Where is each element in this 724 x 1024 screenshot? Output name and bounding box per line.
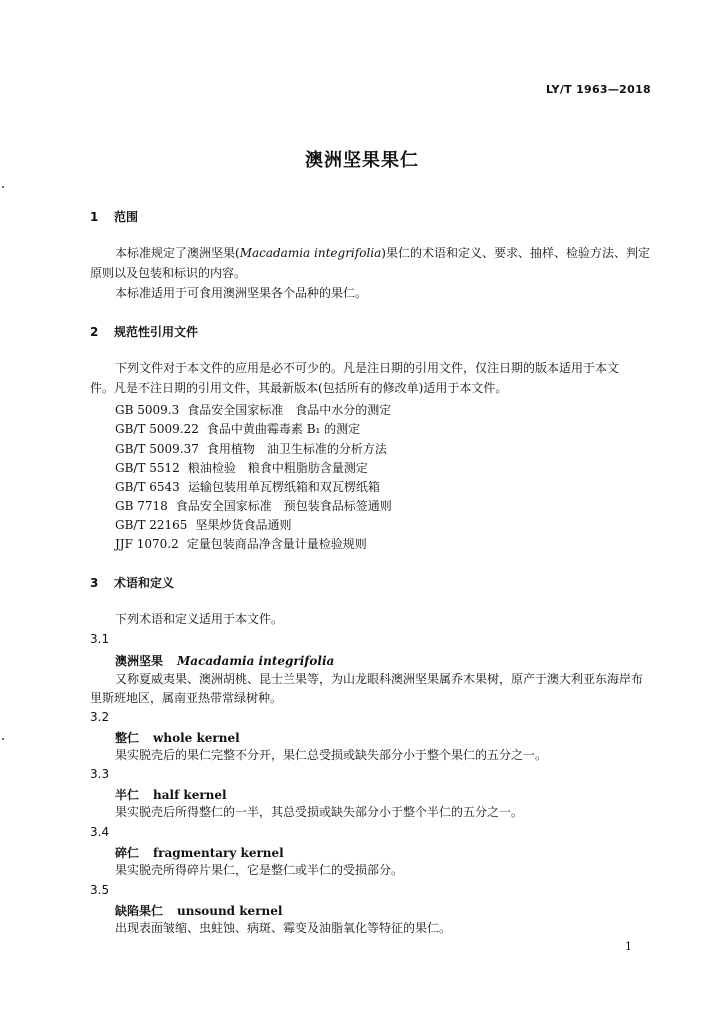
section-title: 规范性引用文件 xyxy=(114,325,199,339)
clause-number: 3.2 xyxy=(90,710,110,724)
term-chinese: 缺陷果仁 xyxy=(115,904,164,918)
term-english: fragmentary kernel xyxy=(153,846,284,860)
reference-code: GB 7718 xyxy=(115,499,168,513)
scientific-name: Macadamia integrifolia xyxy=(239,246,382,260)
section-title: 术语和定义 xyxy=(114,576,175,590)
section-number: 2 xyxy=(90,325,99,339)
reference-title: 食品安全国家标准 预包装食品标签通则 xyxy=(175,499,392,513)
reference-title: 定量包装商品净含量计量检验规则 xyxy=(186,537,367,551)
references-intro-line: 下列文件对于本文件的应用是必不可少的。凡是注日期的引用文件，仅注日期的版本适用于本文 xyxy=(115,361,620,375)
reference-code: GB 5009.3 xyxy=(115,403,180,417)
term-heading xyxy=(115,652,334,669)
term-chinese: 澳洲坚果 xyxy=(115,654,164,668)
reference-code: GB/T 5512 xyxy=(115,461,180,475)
section-1-heading xyxy=(90,208,138,225)
term-chinese: 整仁 xyxy=(115,731,140,745)
reference-item xyxy=(115,420,360,437)
reference-title: 运输包装用单瓦楞纸箱和双瓦楞纸箱 xyxy=(187,480,380,494)
term-english: unsound kernel xyxy=(177,904,283,918)
term-chinese: 碎仁 xyxy=(115,846,140,860)
term-heading xyxy=(115,786,227,803)
reference-title: 粮油检验 粮食中粗脂肪含量测定 xyxy=(187,461,368,475)
reference-code: GB/T 5009.37 xyxy=(115,442,199,456)
reference-item xyxy=(115,535,367,552)
scope-paragraph-line: 本标准规定了澳洲坚果(Macadamia integrifolia)果仁的术语和定义、要求、抽样、检验方法、判定 xyxy=(115,246,650,260)
reference-item xyxy=(115,459,368,476)
section-3-heading xyxy=(90,574,174,591)
scope-applicability: 本标准适用于可食用澳洲坚果各个品种的果仁。 xyxy=(115,286,368,300)
reference-code: GB/T 22165 xyxy=(115,518,188,532)
term-heading xyxy=(115,729,240,746)
term-english: half kernel xyxy=(153,788,227,802)
reference-code: GB/T 5009.22 xyxy=(115,422,199,436)
reference-title: 坚果炒货食品通则 xyxy=(195,518,292,532)
term-english: whole kernel xyxy=(153,731,240,745)
term-definition-line: 又称夏威夷果、澳洲胡桃、昆士兰果等，为山龙眼科澳洲坚果属乔木果树，原产于澳大利亚东海岸布 xyxy=(115,672,644,686)
term-english: Macadamia integrifolia xyxy=(177,654,335,668)
term-definition-line: 果实脱壳后所得整仁的一半，其总受损或缺失部分小于整个半仁的五分之一。 xyxy=(115,805,524,819)
scan-mark xyxy=(2,738,4,740)
term-heading xyxy=(115,902,282,919)
section-title: 范围 xyxy=(114,210,139,224)
reference-item xyxy=(115,478,380,495)
term-definition-line: 果实脱壳后的果仁完整不分开，果仁总受损或缺失部分小于整个果仁的五分之一。 xyxy=(115,748,548,762)
term-heading xyxy=(115,844,284,861)
reference-title: 食用植物 油卫生标准的分析方法 xyxy=(206,442,387,456)
section-number: 3 xyxy=(90,576,99,590)
reference-code: GB/T 6543 xyxy=(115,480,180,494)
reference-title: 食品中黄曲霉毒素 B₁ 的测定 xyxy=(206,422,361,436)
reference-item xyxy=(115,497,392,514)
section-2-heading xyxy=(90,323,198,340)
reference-item xyxy=(115,516,291,533)
references-intro-line: 件。凡是不注日期的引用文件，其最新版本(包括所有的修改单)适用于本文件。 xyxy=(90,381,508,395)
clause-number: 3.1 xyxy=(90,632,110,646)
clause-number: 3.4 xyxy=(90,825,110,839)
page-number: 1 xyxy=(625,940,632,953)
scan-mark xyxy=(2,186,4,188)
document-title: 澳洲坚果果仁 xyxy=(305,150,419,171)
scope-paragraph-line: 原则以及包装和标识的内容。 xyxy=(90,266,247,280)
clause-number: 3.5 xyxy=(90,883,110,897)
clause-number: 3.3 xyxy=(90,767,110,781)
standard-code: LY/T 1963—2018 xyxy=(545,83,651,96)
terms-intro: 下列术语和定义适用于本文件。 xyxy=(115,612,284,626)
term-chinese: 半仁 xyxy=(115,788,140,802)
term-definition-line: 出现表面皱缩、虫蛀蚀、病斑、霉变及油脂氧化等特征的果仁。 xyxy=(115,921,452,935)
reference-item xyxy=(115,440,387,457)
term-definition-line: 里斯班地区，属南亚热带常绿树种。 xyxy=(90,691,283,705)
reference-item xyxy=(115,401,391,418)
section-number: 1 xyxy=(90,210,99,224)
reference-title: 食品安全国家标准 食品中水分的测定 xyxy=(187,403,392,417)
term-definition-line: 果实脱壳所得碎片果仁，它是整仁或半仁的受损部分。 xyxy=(115,863,404,877)
reference-code: JJF 1070.2 xyxy=(115,537,179,551)
